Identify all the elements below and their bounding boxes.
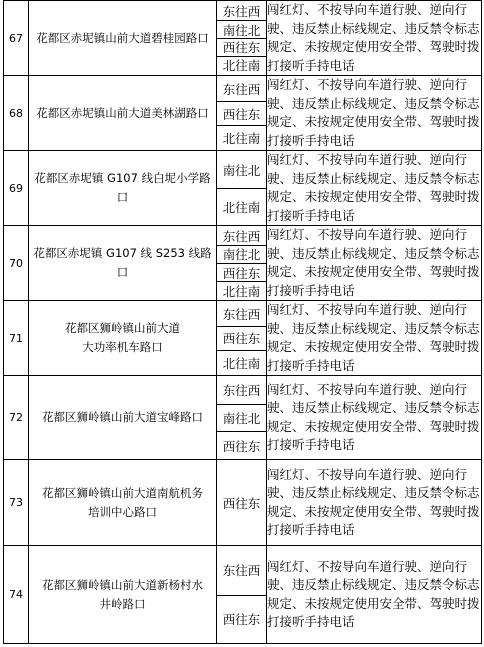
row-number: 67 [4,1,29,76]
direction-item: 西往东 [222,495,261,511]
row-number: 74 [4,546,29,644]
table-row [4,226,482,301]
direction-list [217,1,267,76]
location-line: 花都区狮岭镇山前大道 [65,321,180,335]
direction-list [217,226,267,301]
direction-item: 北往南 [217,188,266,225]
direction-item: 南往北 [217,245,266,263]
direction-item: 西往东 [217,101,266,125]
location-line: 培训中心路口 [88,504,157,519]
direction-item: 南往北 [217,404,266,432]
direction-item: 北往南 [217,281,266,299]
direction-list [217,376,267,460]
violation-types: 闯红灯、不按导向车道行驶、逆向行驶、违反禁止标线规定、违反禁令标志规定、未按规定使用安全带、驾驶时拨打接听手持电话 [267,76,482,151]
direction-item: 北往南 [217,56,266,74]
direction-item: 北往南 [217,350,266,374]
row-number: 72 [4,376,29,460]
direction-list [217,151,267,226]
direction-item: 西往东 [217,326,266,350]
direction-item: 北往南 [217,125,266,149]
table-row [4,1,482,76]
row-number: 70 [4,226,29,301]
violation-types: 闯红灯、不按导向车道行驶、逆向行驶、违反禁止标线规定、违反禁令标志规定、未按规定使用安全带、驾驶时拨打接听手持电话 [267,460,482,546]
direction-item: 东往西 [222,306,261,322]
table-row [4,376,482,460]
direction-item: 南往北 [217,20,266,38]
direction-item: 东往西 [222,228,261,244]
intersection-location [29,301,217,376]
row-number: 73 [4,460,29,546]
location-line: 花都区狮岭镇山前大道南航机务 [42,485,203,500]
intersection-location: 花都区赤坭镇山前大道碧桂园路口 [29,1,217,76]
direction-list [217,76,267,151]
direction-item: 西往东 [217,595,266,644]
row-number: 69 [4,151,29,226]
row-number: 68 [4,76,29,151]
direction-list [217,546,267,644]
direction-item: 南往北 [222,162,261,178]
direction-item: 东往西 [222,82,261,97]
table-row [4,460,482,546]
location-line: 花都区狮岭镇山前大道新杨村水 [42,577,203,592]
intersection-location: 花都区赤坭镇 G107 线 S253 线路口 [29,226,217,301]
violation-types: 闯红灯、不按导向车道行驶、逆向行驶、违反禁止标线规定、违反禁令标志规定、未按规定使用安全带、驾驶时拨打接听手持电话 [267,151,482,226]
violation-types: 闯红灯、不按导向车道行驶、逆向行驶、违反禁止标线规定、违反禁令标志规定、未按规定使用安全带、驾驶时拨打接听手持电话 [267,376,482,460]
location-line: 大功率机车路口 [82,340,163,354]
monitoring-points-table [3,0,482,644]
table-row [4,151,482,226]
intersection-location [29,460,217,546]
intersection-location: 花都区赤坭镇 G107 线白坭小学路口 [29,151,217,226]
direction-list [217,460,267,546]
direction-item: 东往西 [222,382,261,398]
violation-types: 闯红灯、不按导向车道行驶、逆向行驶、违反禁止标线规定、违反禁令标志规定、未按规定使用安全带、驾驶时拨打接听手持电话 [267,301,482,376]
location-line: 井岭路口 [99,596,146,611]
violation-types: 闯红灯、不按导向车道行驶、逆向行驶、违反禁止标线规定、违反禁令标志规定、未按规定使用安全带、驾驶时拨打接听手持电话 [267,226,482,301]
direction-list [217,301,267,376]
table-row [4,301,482,376]
intersection-location: 花都区赤坭镇山前大道美林湖路口 [29,76,217,151]
direction-item: 东往西 [222,4,261,20]
intersection-location [29,546,217,644]
table-body [4,1,482,644]
direction-item: 西往东 [217,431,266,459]
direction-item: 东往西 [222,563,261,579]
table-row [4,546,482,644]
direction-item: 西往东 [217,38,266,56]
violation-types: 闯红灯、不按导向车道行驶、逆向行驶、违反禁止标线规定、违反禁令标志规定、未按规定使用安全带、驾驶时拨打接听手持电话 [267,546,482,644]
row-number: 71 [4,301,29,376]
direction-item: 西往东 [217,263,266,281]
intersection-location: 花都区狮岭镇山前大道宝峰路口 [29,376,217,460]
violation-types: 闯红灯、不按导向车道行驶、逆向行驶、违反禁止标线规定、违反禁令标志规定、未按规定使用安全带、驾驶时拨打接听手持电话 [267,1,482,76]
table-row [4,76,482,151]
